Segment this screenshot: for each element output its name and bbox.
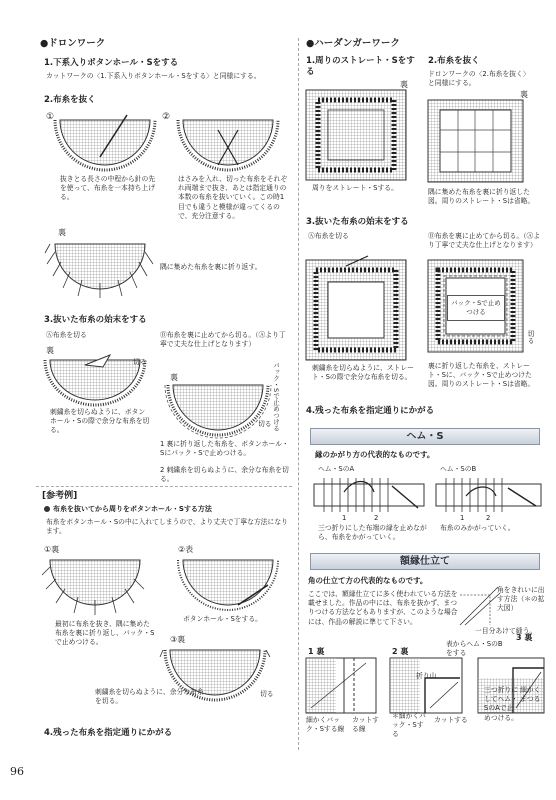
left-s1-title: 1.下系入りボタンホール・Sをする bbox=[44, 58, 179, 68]
hemB-illustration bbox=[436, 478, 541, 518]
left-s4-title: 4.残った布糸を指定通りにかがる bbox=[44, 728, 173, 738]
left-ura-2: 裏 bbox=[46, 346, 54, 355]
frame-step1: 1 裏 bbox=[308, 647, 325, 656]
cut-square-a bbox=[306, 260, 406, 360]
hem-bar: ヘム・S bbox=[310, 428, 540, 445]
cut-a-illustration bbox=[45, 355, 145, 405]
right-note3: 刺繍糸を切らぬように、ストレート・Sの際で余分な布糸を切る。 bbox=[312, 364, 414, 382]
mitsume-note: 一目分あけて縫う。 bbox=[475, 627, 537, 635]
frame-step2: 2 裏 bbox=[392, 647, 409, 656]
straight-stitch-square bbox=[306, 90, 406, 180]
folded-square bbox=[428, 100, 523, 182]
ref-step3-note: 刺繍糸を切らぬように、余分な布糸を切る。 bbox=[95, 688, 204, 706]
step1-illustration bbox=[55, 115, 155, 170]
right-note4: 裏に折り返した布糸を、ストレート・Sに、バック・Sで止めつけた図。周りのストレート・Sは省略。 bbox=[428, 362, 535, 389]
ref-title: [参考例] bbox=[42, 491, 78, 501]
hemA-illustration bbox=[314, 478, 424, 518]
ref-step2: ②表 bbox=[178, 545, 194, 554]
fold-note: 隅に集めた布糸を裏に折り返す。 bbox=[160, 263, 262, 271]
hemA-n1: 1 bbox=[342, 514, 347, 522]
right-s3a: Ⓐ布糸を切る bbox=[308, 232, 349, 240]
column-divider bbox=[298, 38, 299, 750]
hemB-n2: 2 bbox=[486, 514, 491, 522]
step1-note: 抜きとる長さの中程から針の先を使って、布糸を一本持ち上げる。 bbox=[60, 175, 156, 202]
gaku-bar: 額縁仕立て bbox=[310, 553, 540, 570]
right-s3b: Ⓑ布糸を裏に止めてから切る。（Ⓐより丁寧で丈夫な仕上げとなります） bbox=[428, 232, 541, 250]
frame-note-d: カットする bbox=[434, 716, 468, 724]
left-step2: ② bbox=[162, 112, 171, 122]
left-s3a: Ⓐ布糸を切る bbox=[46, 331, 87, 339]
right-note2: 隅に集めた布糸を裏に折り返した図。周りのストレート・Sは省略。 bbox=[428, 188, 535, 206]
bullet-icon bbox=[44, 506, 50, 512]
page-number: 96 bbox=[10, 765, 24, 778]
right-s2-title: 2.布糸を抜く bbox=[428, 56, 480, 66]
ref-divider bbox=[36, 486, 292, 487]
cut-b-note1: 1 裏に折り返した布糸を、ボタンホール・Sにパック・Sで止めつける。 bbox=[160, 440, 289, 458]
hemA-note: 三つ折りにした布端の縁を止めながら、布糸をかがっていく。 bbox=[318, 524, 427, 542]
left-kiru-1: 切る bbox=[133, 358, 147, 366]
left-title: ●ドロンワーク bbox=[40, 38, 106, 49]
left-vertical-label: パック・Sで止めつける bbox=[272, 362, 280, 432]
right-s1-title: 1.周りのストレート・Sをする bbox=[306, 56, 415, 78]
gaku-lead: 角の仕立て方の代表的なものです。 bbox=[308, 576, 428, 585]
right-s2-text: ドロンワークの〈2.布糸を抜く〉と同様にする。 bbox=[428, 70, 527, 88]
frame-note-h: 細かくまつる bbox=[520, 686, 541, 704]
frame-note-e: 折り山 bbox=[416, 672, 437, 680]
left-s3b: Ⓑ布糸を裏に止めてから切る。（Ⓐより丁寧で丈夫な仕上げとなります） bbox=[160, 331, 286, 349]
frame-note-a: 細かくバック・Sする線 bbox=[306, 716, 345, 734]
back-label-box: バック・Sで止めつける bbox=[447, 295, 505, 321]
ref-text: 布糸をボタンホール・Sの中に入れてしまうので、より丈夫で丁寧な方法になります。 bbox=[46, 518, 288, 536]
left-kiru-2: 切る bbox=[258, 420, 272, 428]
hemB-n1: 1 bbox=[460, 514, 465, 522]
ref-sub-text: 布糸を抜いてから周りをボタンホール・Sする方法 bbox=[53, 505, 212, 513]
frame-note-g: 三つ折りにしてヘム・SのAで止めつける。 bbox=[484, 686, 518, 722]
left-s2-title: 2.布糸を抜く bbox=[44, 95, 96, 105]
frame-note-f: 表からヘム・SのBをする bbox=[446, 640, 503, 658]
cut-a-note: 刺繍糸を切らぬように、ボタンホール・Sの際で余分な布糸を切る。 bbox=[50, 408, 150, 435]
hemB-label: ヘム・SのB bbox=[440, 465, 477, 473]
right-note1: 周りをストレート・Sする。 bbox=[312, 184, 398, 192]
step2-note: はさみを入れ、切った布糸をそれぞれ両端まで抜き、あとは指定通りの本数の布糸を抜いていく。この時1目でも違うと模様が違ってくるので、充分注意する。 bbox=[178, 175, 288, 220]
frame-step3: 3 裏 bbox=[516, 633, 533, 642]
frame-step2-illustration bbox=[390, 658, 462, 713]
gaku-text: ここでは、額縁仕立てに多く使われている方法を載せました。作品の中には、布糸を抜かず、まつりつける方法などもありますが、このような場合には、作品の解説に準じて下さい。 bbox=[308, 590, 458, 626]
corner-detail-illustration bbox=[460, 585, 500, 630]
hemA-n2: 2 bbox=[374, 514, 379, 522]
left-s3-title: 3.抜いた布糸の始末をする bbox=[44, 315, 147, 325]
right-ura-1: 裏 bbox=[400, 80, 408, 89]
right-kiru: 切る bbox=[526, 330, 534, 344]
right-s4-title: 4.残った布糸を指定通りにかがる bbox=[306, 406, 435, 416]
corner-note: 角をきれいに出す方法（＊の拡大図） bbox=[497, 586, 545, 613]
hem-lead: 縁のかがり方の代表的なものです。 bbox=[315, 450, 435, 459]
hemB-note: 布糸のみかがっていく。 bbox=[440, 524, 515, 532]
hemA-label: ヘム・SのA bbox=[318, 465, 355, 473]
left-ura-3: 裏 bbox=[170, 373, 178, 382]
left-s1-text: カットワークの〈1.下系入りボタンホール・Sをする〉と同様にする。 bbox=[46, 72, 261, 80]
ref-sub bbox=[44, 505, 212, 514]
step2-illustration bbox=[178, 115, 278, 170]
ref-step1: ①裏 bbox=[44, 545, 60, 554]
left-ura-1: 裏 bbox=[58, 228, 66, 237]
ref-step3: ③裏 bbox=[170, 635, 186, 644]
cut-b-illustration bbox=[168, 380, 268, 435]
left-step1: ① bbox=[46, 112, 55, 122]
right-ura-2: 裏 bbox=[520, 90, 528, 99]
folded-threads-illustration bbox=[45, 238, 155, 298]
right-title: ●ハーダンガーワーク bbox=[306, 38, 400, 49]
frame-note-c: ＊細かくバック・Sする bbox=[392, 712, 426, 739]
right-s3-title: 3.抜いた布糸の始末をする bbox=[306, 217, 409, 227]
ref-step2-illustration bbox=[178, 555, 273, 610]
ref-step2-note: ボタンホール・Sをする。 bbox=[183, 615, 262, 623]
cut-b-note2: 2 刺繍糸を切らぬように、余分な布糸を切る。 bbox=[160, 466, 289, 484]
ref-step1-note: 最初に布糸を抜き、隅に集めた布糸を裏に折り返し、バック・Sで止めつける。 bbox=[55, 620, 155, 647]
left-kiru-3: 切る bbox=[260, 690, 274, 698]
frame-note-b: カットする線 bbox=[352, 716, 379, 734]
frame-step1-illustration bbox=[306, 658, 376, 713]
ref-step1-illustration bbox=[40, 555, 145, 615]
